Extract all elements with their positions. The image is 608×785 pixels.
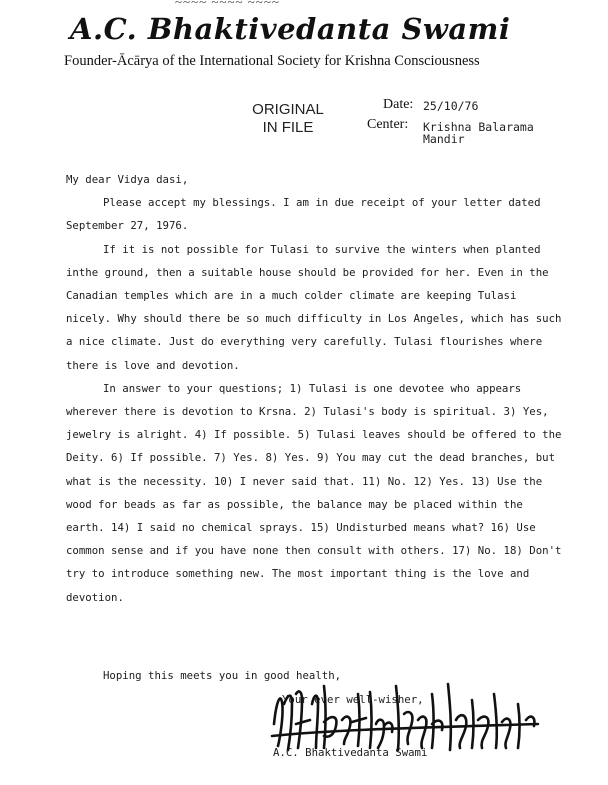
center-label: Center: xyxy=(367,117,409,132)
date-label: Date: xyxy=(383,97,414,112)
signer-name: A.C. Bhaktivedanta Swami xyxy=(273,746,428,759)
paragraph-3: In answer to your questions; 1) Tulasi is one devotee who appears wherever there is devotion to Krsna. 2) Tulasi's body is spiritual. 3) Yes, jewelry is alright. 4) If possible. 5) Tulasi leaves should be offered to the Deity. 6) If possible. 7) Yes. 8) Yes. 9) You may cut the dead branches, but what is the necessity. 10) I never said that. 11) No. 12) Yes. 13) Use the wood for beads as far as possible, the balance may be placed within the earth. 14) I said no chemical sprays. 15) Undisturbed means what? 16) Use common sense and if you have none then consult with others. 17) No. 18) Don't try to introduce something new. The most important thing is the love and devotion. xyxy=(66,381,562,604)
original-in-file-stamp xyxy=(248,101,328,137)
paragraph-2: If it is not possible for Tulasi to survive the winters when planted inthe ground, then a suitable house should be provided for her. Even in the Canadian temples which are in a much colder climate are keeping Tulasi nicely. Why should there be so much difficulty in Los Angeles, which has such a nice climate. Just do everything very carefully. Tulasi flourishes where there is love and devotion. xyxy=(66,242,562,372)
center-value-line-1: Krishna Balarama xyxy=(423,120,534,134)
center-value-line-2: Mandir xyxy=(423,132,465,146)
paragraph-1: Please accept my blessings. I am in due receipt of your letter dated September 27, 1976. xyxy=(66,196,541,233)
letterhead-top-fragment: ~~~~ ~~~~ ~~~~ xyxy=(175,0,280,9)
letterhead-name: A.C. Bhaktivedanta Swami xyxy=(70,12,511,46)
closing-greeting: Hoping this meets you in good health, xyxy=(103,669,342,682)
stamp-line-1: ORIGINAL xyxy=(252,101,324,118)
letterhead-subtitle: Founder-Ācārya of the International Society for Krishna Consciousness xyxy=(64,53,480,69)
handwritten-signature xyxy=(268,664,543,759)
salutation: My dear Vidya dasi, xyxy=(66,173,189,186)
letter-body xyxy=(66,168,566,609)
date-value: 25/10/76 xyxy=(423,99,479,113)
valediction: Your ever well-wisher, xyxy=(282,693,424,706)
stamp-line-2: IN FILE xyxy=(262,119,314,136)
